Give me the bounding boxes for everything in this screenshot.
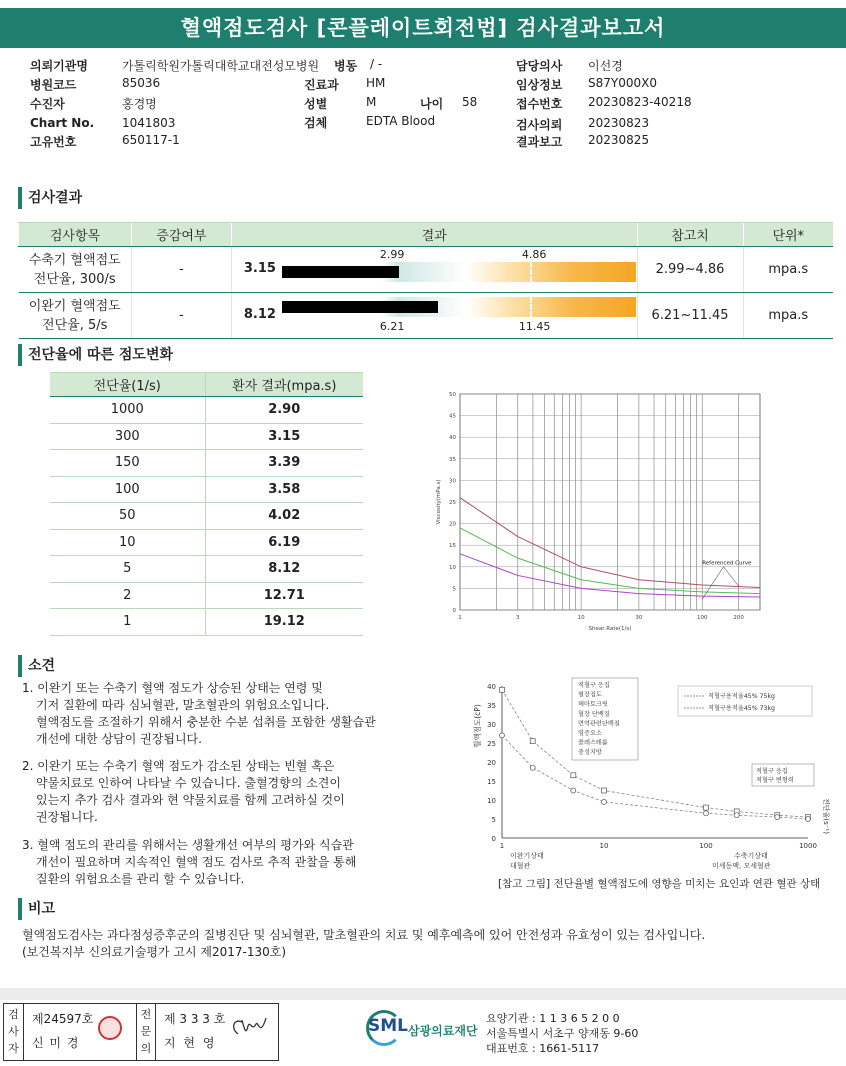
patient-result-cell: 3.39 (205, 450, 363, 477)
data-point (571, 773, 576, 778)
patient-result-cell: 12.71 (205, 582, 363, 609)
sex-label: 성별 (304, 97, 328, 111)
flag-cell: - (131, 247, 231, 293)
data-point (602, 799, 607, 804)
gauge-fill (282, 301, 438, 313)
comment-item-1 (22, 680, 492, 748)
result-gauge (282, 297, 636, 317)
chart-label: Chart No. (30, 116, 95, 130)
shear-rate-cell: 1 (50, 609, 205, 636)
examiner-no: 제24597호 (32, 1012, 94, 1026)
table-row (50, 423, 363, 450)
y-tick-label: 35 (449, 456, 456, 463)
remarks-line-2: (보건복지부 신의료기술평가 고시 제2017-130호) (22, 945, 287, 959)
right-axis-label: 전단율(s⁻¹) (822, 798, 830, 834)
y-tick-label: 0 (452, 608, 456, 614)
age-label: 나이 (420, 97, 444, 111)
viscosity-chart (432, 386, 772, 634)
y-tick-label: 30 (449, 478, 456, 485)
footer-divider (0, 988, 846, 1000)
y-tick-label: 5 (452, 586, 456, 593)
x-tick-label: 10 (577, 615, 585, 621)
report-title: 혈액점도검사 [콘플레이트회전법] 검사결과보고서 (0, 8, 846, 48)
ref-cell: 6.21~11.45 (637, 293, 743, 339)
data-point (734, 813, 739, 818)
comment-line: 혈액점도를 조절하기 위해서 충분한 수분 섭취를 포함한 생활습관 (36, 715, 376, 729)
unit-cell: mpa.s (743, 293, 833, 339)
data-point (704, 811, 709, 816)
report-value: 20230825 (588, 133, 650, 147)
data-point (704, 805, 709, 810)
table-row (50, 476, 363, 503)
comment-line: 있는지 추가 검사 결과와 현 약물치료를 함께 고려하실 것이 (36, 793, 345, 807)
signature-box (3, 1003, 279, 1061)
ref-cell: 2.99~4.86 (637, 247, 743, 293)
unique-value: 650117-1 (122, 133, 180, 147)
dept-label: 진료과 (304, 78, 339, 92)
institution-label: 의뢰기관명 (30, 59, 88, 73)
clinical-label: 임상정보 (516, 78, 563, 92)
result-value: 8.12 (243, 307, 276, 322)
y-tick-label: 15 (487, 778, 496, 786)
result-cell (231, 293, 637, 339)
ref-low: 6.21 (379, 320, 405, 333)
shear-rate-cell: 50 (50, 503, 205, 530)
y-tick-label: 45 (449, 413, 456, 420)
comments-heading: 소견 (18, 655, 55, 677)
comment-line: 질환의 위험요소를 관리 할 수 있습니다. (36, 872, 245, 886)
receipt-value: 20230823-40218 (588, 95, 692, 109)
col-result: 결과 (231, 223, 637, 247)
agency-no: 요양기관 : 1 1 3 6 5 2 0 0 (486, 1012, 620, 1025)
report-label: 결과보고 (516, 135, 563, 149)
patient-result-cell: 3.15 (205, 423, 363, 450)
x-left-caption: 이완기상태 (510, 852, 544, 860)
y-axis-label: Viscosity(mPa.s) (436, 479, 442, 525)
y-tick-label: 25 (487, 740, 496, 748)
comment-line: 개선이 필요하며 지속적인 혈액 점도 검사로 추적 관찰을 통해 (36, 855, 357, 869)
specimen-label: 검체 (304, 116, 328, 130)
data-point (806, 817, 811, 822)
item-cell (19, 247, 132, 293)
factor-box (572, 678, 638, 760)
examiner-label-text: 검 사 자 (8, 1008, 19, 1055)
clinical-value: S87Y000X0 (588, 76, 657, 90)
y-tick-label: 25 (449, 500, 456, 506)
request-label: 검사의뢰 (516, 118, 563, 132)
comment-line: 개선에 대한 상담이 권장됩니다. (36, 732, 202, 746)
data-point (530, 739, 535, 744)
doctor-value: 이선경 (588, 59, 623, 73)
patient-label: 수진자 (30, 97, 65, 111)
x-left-caption: 대혈관 (510, 862, 531, 870)
ref-high: 11.45 (518, 320, 551, 333)
y-tick-label: 40 (449, 435, 456, 442)
y-tick-label: 0 (491, 835, 496, 843)
specialist-name: 지 현 영 (164, 1036, 217, 1050)
examiner-label (4, 1004, 24, 1060)
gauge-fill (282, 266, 399, 278)
hospital-code-value: 85036 (122, 76, 161, 90)
chart-value: 1041803 (122, 116, 176, 130)
table-row (50, 450, 363, 477)
result-gauge (282, 262, 636, 282)
examiner-name: 신 미 경 (32, 1036, 80, 1050)
shear-rate-cell: 100 (50, 476, 205, 503)
org-name: 삼광의료재단 (408, 1024, 478, 1038)
shear-rate-cell: 150 (50, 450, 205, 477)
factor-item: 염증요소 (578, 730, 602, 737)
col-shear-rate: 전단율(1/s) (50, 373, 205, 397)
results-heading: 검사결과 (18, 187, 82, 209)
patient-result-cell: 8.12 (205, 556, 363, 583)
factor-item: 중성지방 (578, 749, 602, 757)
comment-item-3 (22, 837, 492, 888)
y-tick-label: 35 (487, 702, 496, 710)
x-tick-label: 200 (733, 615, 744, 621)
y-axis-label: 혈액점도(cP) (473, 704, 482, 748)
y-tick-label: 20 (449, 521, 456, 528)
shear-rate-cell: 1000 (50, 397, 205, 424)
shear-rate-cell: 300 (50, 423, 205, 450)
patient-result-cell: 6.19 (205, 529, 363, 556)
factor-item: 콜레스테롤 (578, 739, 608, 747)
item-name: 이완기 혈액점도 (28, 298, 121, 314)
result-cell (231, 247, 637, 293)
table-row (19, 247, 834, 293)
y-tick-label: 15 (449, 543, 456, 550)
flag-cell: - (131, 293, 231, 339)
data-point (500, 733, 505, 738)
factor-item: 면역관련단백질 (578, 720, 620, 728)
remarks-heading: 비고 (18, 898, 55, 920)
specialist-label (136, 1004, 156, 1060)
x-tick-label: 10 (599, 842, 609, 850)
signature-mark (226, 1014, 270, 1044)
ward-value: / - (370, 57, 383, 71)
x-right-caption: 수축기상태 (734, 852, 768, 860)
age-value: 58 (462, 95, 478, 109)
x-tick-label: 1 (499, 842, 505, 850)
comment-line: 3. 혈액 점도의 관리를 위해서는 생활개선 여부의 평가와 식습관 (22, 838, 354, 852)
ref-high: 4.86 (521, 248, 547, 261)
factor-item: 혈장 단백질 (578, 710, 610, 718)
y-tick-label: 10 (449, 564, 456, 571)
comment-item-2 (22, 758, 492, 826)
specialist-label-text: 전 문 의 (140, 1008, 152, 1055)
reference-chart (466, 676, 836, 876)
gauge-marker (530, 297, 532, 317)
phone: 대표번호 : 1661-5117 (486, 1042, 600, 1055)
table-row (50, 503, 363, 530)
specialist-no: 제 3 3 3 호 (164, 1012, 226, 1026)
y-tick-label: 5 (491, 816, 496, 824)
sex-value: M (366, 95, 377, 109)
data-point (602, 788, 607, 793)
shear-rate-cell: 2 (50, 582, 205, 609)
comment-line: 1. 이완기 또는 수축기 혈액 점도가 상승된 상태는 연령 및 (22, 681, 323, 695)
table-row (50, 529, 363, 556)
address: 서울특별시 서초구 양재동 9-60 (486, 1027, 639, 1040)
y-tick-label: 40 (487, 683, 496, 691)
unit-cell: mpa.s (743, 247, 833, 293)
specimen-value: EDTA Blood (366, 114, 436, 128)
logo-text: SML (368, 1016, 408, 1036)
table-row (50, 609, 363, 636)
unique-label: 고유번호 (30, 135, 77, 149)
y-tick-label: 50 (449, 392, 456, 398)
patient-result-cell: 3.58 (205, 476, 363, 503)
x-tick-label: 1 (458, 615, 462, 621)
table-row (19, 293, 834, 339)
annotation-label: Referenced Curve (702, 560, 752, 567)
comment-line: 권장됩니다. (36, 810, 98, 824)
factor-item: 헤마토크릿 (578, 701, 608, 709)
shear-heading: 전단율에 따른 점도변화 (18, 344, 173, 366)
examiner-seal (98, 1016, 122, 1040)
factor-item: 적혈구 변형력 (756, 777, 794, 784)
data-point (571, 788, 576, 793)
shear-table (50, 372, 363, 636)
table-row (50, 582, 363, 609)
reference-caption: [참고 그림] 전단율별 혈액점도에 영향을 미치는 요인과 연관 혈관 상태 (498, 878, 821, 890)
doctor-label: 담당의사 (516, 59, 563, 73)
data-point (775, 815, 780, 820)
y-tick-label: 10 (487, 797, 496, 805)
gauge-marker (530, 262, 532, 282)
x-tick-label: 1000 (799, 842, 817, 850)
data-point (500, 687, 505, 692)
shear-rate-cell: 10 (50, 529, 205, 556)
remarks-line-1: 혈액점도검사는 과다점성증후군의 질병진단 및 심뇌혈관, 말초혈관의 치료 및 예후예측에 있어 안전성과 유효성이 있는 검사입니다. (22, 928, 706, 942)
col-item: 검사항목 (19, 223, 132, 247)
receipt-label: 접수번호 (516, 97, 563, 111)
x-axis-label: Shear Rate(1/s) (588, 626, 632, 632)
ref-low: 2.99 (379, 248, 405, 261)
comment-line: 약물치료로 인하여 나타날 수 있습니다. 출혈경향의 소견이 (36, 776, 341, 790)
item-name: 수축기 혈액점도 (28, 252, 121, 268)
ward-label: 병동 (334, 59, 358, 73)
dept-value: HM (366, 76, 386, 90)
x-tick-label: 100 (696, 615, 708, 621)
col-ref: 참고치 (637, 223, 743, 247)
factor-item: 적혈구 응집 (756, 768, 788, 775)
factor-item: 혈장점도 (578, 691, 602, 699)
legend-label: 적혈구용적율45% 73kg (708, 705, 775, 712)
factor-item: 적혈구 응집 (578, 682, 610, 689)
table-row (50, 397, 363, 424)
x-tick-label: 30 (635, 615, 643, 621)
table-row (50, 556, 363, 583)
patient-result-cell: 2.90 (205, 397, 363, 424)
item-shear: 전단율, 5/s (42, 317, 108, 333)
patient-result-cell: 19.12 (205, 609, 363, 636)
results-table (18, 222, 833, 339)
request-value: 20230823 (588, 116, 650, 130)
y-tick-label: 30 (487, 721, 496, 729)
x-tick-label: 3 (516, 615, 520, 621)
y-tick-label: 20 (487, 759, 496, 767)
shear-rate-cell: 5 (50, 556, 205, 583)
col-unit: 단위* (743, 223, 833, 247)
col-patient-result: 환자 결과(mpa.s) (205, 373, 363, 397)
item-cell (19, 293, 132, 339)
item-shear: 전단율, 300/s (33, 271, 116, 287)
comment-line: 기저 질환에 따라 심뇌혈관, 말초혈관의 위험요소입니다. (36, 698, 330, 712)
comment-line: 2. 이완기 또는 수축기 혈액 점도가 감소된 상태는 빈혈 혹은 (22, 759, 335, 773)
patient-result-cell: 4.02 (205, 503, 363, 530)
result-value: 3.15 (243, 261, 276, 276)
col-flag: 증감여부 (131, 223, 231, 247)
x-right-caption: 미세동맥, 모세혈관 (712, 862, 771, 870)
patient-value: 홍경명 (122, 97, 157, 111)
x-tick-label: 100 (699, 842, 713, 850)
legend-label: 적혈구용적율45% 75kg (708, 693, 775, 700)
hospital-code-label: 병원코드 (30, 78, 77, 92)
institution-value: 가톨릭학원가톨릭대학교대전성모병원 (122, 59, 320, 73)
data-point (530, 765, 535, 770)
